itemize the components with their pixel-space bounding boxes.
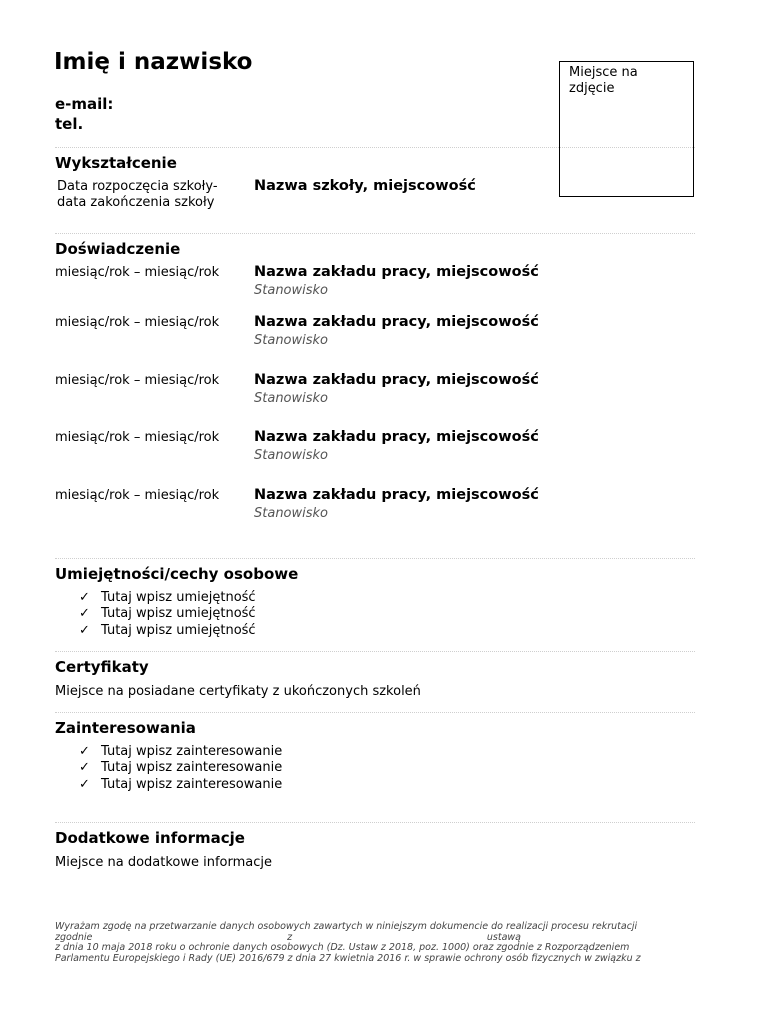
- experience-employer: Nazwa zakładu pracy, miejscowość: [254, 487, 539, 503]
- list-item: ✓ Tutaj wpisz zainteresowanie: [79, 760, 283, 776]
- experience-employer: Nazwa zakładu pracy, miejscowość: [254, 429, 539, 445]
- skills-heading: Umiejętności/cechy osobowe: [55, 565, 299, 583]
- check-mark-icon: ✓: [79, 760, 90, 776]
- section-divider: [55, 558, 695, 559]
- certificates-heading: Certyfikaty: [55, 658, 149, 676]
- education-start-date: Data rozpoczęcia szkoły-: [57, 179, 218, 194]
- section-divider: [55, 233, 695, 234]
- additional-info-text: Miejsce na dodatkowe informacje: [55, 855, 273, 870]
- consent-line: z dnia 10 maja 2018 roku o ochronie danych osobowych (Dz. Ustaw z 2018, poz. 1000) oraz zgodnie z Rozporządzeniem: [55, 942, 630, 954]
- experience-position: Stanowisko: [254, 391, 329, 406]
- education-dates: [57, 179, 218, 211]
- check-mark-icon: ✓: [79, 744, 90, 759]
- photo-placeholder-text: Miejsce na zdjęcie: [569, 65, 638, 96]
- section-divider: [55, 712, 695, 713]
- consent-line: Parlamentu Europejskiego i Rady (UE) 2016/679 z dnia 27 kwietnia 2016 r. w sprawie ochrony osób fizycznych w związku z: [55, 952, 641, 964]
- interests-heading: Zainteresowania: [55, 719, 196, 737]
- section-divider: [55, 651, 695, 652]
- check-mark-icon: ✓: [79, 622, 90, 638]
- section-divider: [55, 822, 695, 823]
- interests-list: [79, 744, 282, 793]
- additional-info-heading: Dodatkowe informacje: [55, 829, 245, 847]
- experience-employer: Nazwa zakładu pracy, miejscowość: [254, 372, 539, 388]
- experience-dates: miesiąc/rok – miesiąc/rok: [55, 315, 220, 330]
- experience-position: Stanowisko: [254, 283, 329, 298]
- skills-list: [79, 590, 256, 639]
- list-item: ✓ Tutaj wpisz umiejętność: [79, 622, 256, 638]
- list-item: ✓ Tutaj wpisz zainteresowanie: [79, 744, 283, 759]
- consent-line: Wyrażam zgodę na przetwarzanie danych osobowych zawartych w niniejszym dokumencie do realizacji procesu rekrutacji: [55, 921, 638, 932]
- check-mark-icon: ✓: [79, 776, 90, 792]
- check-mark-icon: ✓: [79, 606, 90, 622]
- experience-dates: miesiąc/rok – miesiąc/rok: [55, 430, 220, 445]
- school-name: Nazwa szkoły, miejscowość: [254, 178, 476, 194]
- section-divider: [55, 147, 695, 148]
- experience-dates: miesiąc/rok – miesiąc/rok: [55, 265, 220, 280]
- experience-position: Stanowisko: [254, 333, 329, 348]
- experience-dates: miesiąc/rok – miesiąc/rok: [55, 488, 220, 503]
- experience-employer: Nazwa zakładu pracy, miejscowość: [254, 264, 539, 280]
- list-item: ✓ Tutaj wpisz umiejętność: [79, 590, 256, 605]
- email-label: e-mail:: [55, 95, 114, 113]
- consent-line: zgodnie z ustawą: [55, 931, 521, 943]
- check-mark-icon: ✓: [79, 590, 90, 605]
- gdpr-consent-clause: [55, 922, 711, 964]
- experience-dates: miesiąc/rok – miesiąc/rok: [55, 373, 220, 388]
- experience-position: Stanowisko: [254, 506, 329, 521]
- list-item: ✓ Tutaj wpisz zainteresowanie: [79, 776, 283, 792]
- full-name-heading: Imię i nazwisko: [54, 49, 253, 75]
- certificates-text: Miejsce na posiadane certyfikaty z ukończonych szkoleń: [55, 684, 421, 699]
- experience-heading: Doświadczenie: [55, 240, 181, 258]
- education-end-date: data zakończenia szkoły: [57, 195, 215, 210]
- phone-label: tel.: [55, 115, 84, 133]
- experience-employer: Nazwa zakładu pracy, miejscowość: [254, 314, 539, 330]
- experience-position: Stanowisko: [254, 448, 329, 463]
- education-heading: Wykształcenie: [55, 154, 177, 172]
- photo-placeholder-box: [559, 61, 694, 197]
- list-item: ✓ Tutaj wpisz umiejętność: [79, 606, 256, 622]
